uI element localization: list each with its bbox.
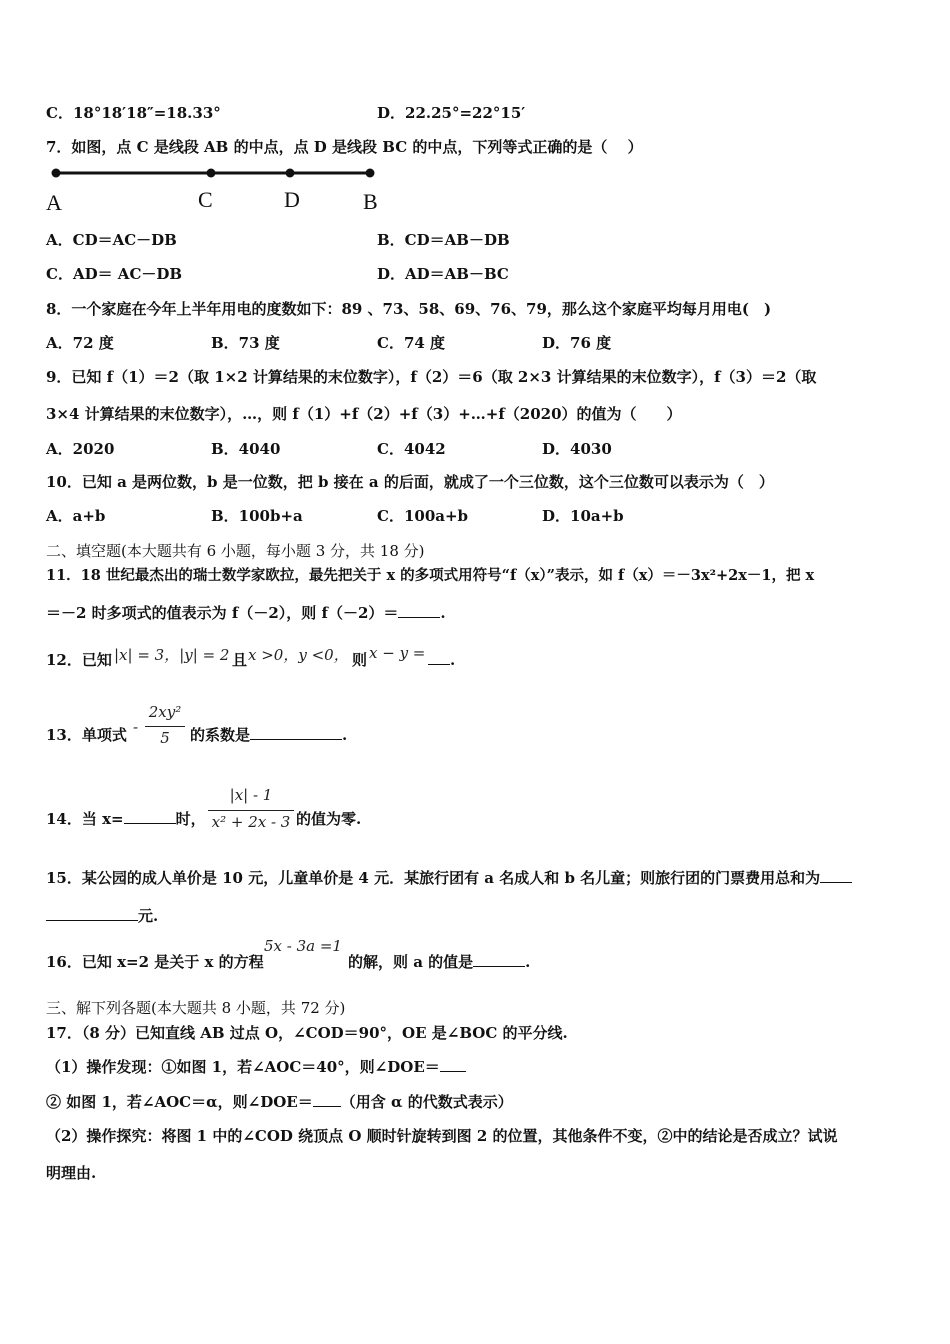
q14-denominator: x² + 2x - 3	[211, 813, 291, 831]
q15-answer-blank-part1[interactable]	[820, 868, 852, 883]
q10-stem: 10．已知 a 是两位数，b 是一位数，把 b 接在 a 的后面，就成了一个三位数，这个三位数可以表示为（ ）	[46, 473, 774, 491]
q12-and: 且	[232, 651, 248, 669]
q8-stem: 8．一个家庭在今年上半年用电的度数如下：89 、73、58、69、76、79，那么这个家庭平均每月用电( )	[46, 300, 772, 318]
q17-part2-text: ② 如图 1，若∠AOC＝α，则∠DOE＝	[46, 1093, 313, 1111]
q12-answer	[428, 650, 455, 670]
q13-denominator: 5	[160, 729, 170, 747]
q17-part2-tail: （用含 α 的代数式表示）	[340, 1093, 513, 1111]
section3-heading: 三、解下列各题(本大题共 8 小题，共 72 分)	[46, 999, 346, 1017]
q15-line1	[46, 868, 852, 888]
q17-stem: 17．（8 分）已知直线 AB 过点 O，∠COD＝90°，OE 是∠BOC 的平分线.	[46, 1024, 568, 1042]
q9-option-a: A．2020	[46, 440, 115, 458]
section2-heading: 二、填空题(本大题共有 6 小题，每小题 3 分，共 18 分)	[46, 542, 425, 560]
q17-part3: （2）操作探究：将图 1 中的∠COD 绕顶点 O 顺时针旋转到图 2 的位置，其他条件不变，②中的结论是否成立？试说	[46, 1127, 838, 1145]
q12-tail: .	[450, 651, 456, 669]
q12-expression: x − y =	[369, 644, 426, 662]
q9-option-d: D．4030	[542, 440, 612, 458]
q14-line	[46, 809, 206, 829]
q12-condition-abs: |x| = 3，|y| = 2	[114, 646, 230, 664]
q15-line2	[46, 906, 158, 926]
q17-part2	[46, 1092, 513, 1112]
q6-option-c: C．18°18′18″=18.33°	[46, 104, 221, 122]
label-c: C	[198, 187, 213, 212]
q15-text: 15．某公园的成人单价是 10 元，儿童单价是 4 元．某旅行团有 a 名成人和 b 名儿童；则旅行团的门票费用总和为	[46, 869, 821, 887]
q16-equation: 5x - 3a =1	[264, 937, 342, 955]
q12-prefix: 12．已知	[46, 651, 112, 669]
q12-condition-sign: x >0，y <0，	[248, 646, 349, 664]
q8-option-a: A．72 度	[46, 334, 114, 352]
q7-option-b: B．CD＝AB－DB	[377, 231, 510, 249]
q8-option-d: D．76 度	[542, 334, 612, 352]
q11-line1: 11．18 世纪最杰出的瑞士数学家欧拉，最先把关于 x 的多项式用符号“f（x）”表示，如 f（x）＝－3x²+2x－1，把 x	[46, 567, 815, 584]
q8-option-c: C．74 度	[377, 334, 446, 352]
label-d: D	[284, 187, 300, 212]
point-d	[286, 169, 295, 178]
q9-stem-line1: 9．已知 f（1）＝2（取 1×2 计算结果的末位数字），f（2）＝6（取 2×3 计算结果的末位数字），f（3）＝2（取	[46, 368, 817, 386]
q11-tail: .	[440, 604, 446, 622]
q12-answer-blank[interactable]	[428, 650, 450, 665]
q14-mid: 时，	[175, 810, 206, 828]
q16-rest	[348, 952, 530, 972]
q15-unit: 元.	[138, 907, 159, 925]
q11-line2	[46, 603, 446, 623]
q17-part1-text: （1）操作发现：①如图 1，若∠AOC＝40°，则∠DOE＝	[46, 1058, 440, 1076]
q13-tail: .	[342, 726, 348, 744]
q7-option-d: D．AD＝AB－BC	[377, 265, 509, 283]
q13-numerator: 2xy²	[148, 703, 182, 721]
q7-option-a: A．CD＝AC－DB	[46, 231, 177, 249]
q7-option-c: C．AD＝ AC－DB	[46, 265, 183, 283]
q11-answer-blank[interactable]	[398, 603, 440, 618]
q17-part1	[46, 1057, 466, 1077]
q15-answer-blank-part2[interactable]	[46, 906, 138, 921]
q8-option-b: B．73 度	[211, 334, 280, 352]
q13-fraction-bar	[145, 726, 185, 727]
q13-answer-blank[interactable]	[250, 725, 342, 740]
q14-answer-blank[interactable]	[124, 809, 176, 824]
q16-answer-blank[interactable]	[473, 952, 525, 967]
q10-option-c: C．100a+b	[377, 507, 469, 525]
q9-stem-line2: 3×4 计算结果的末位数字），…，则 f（1）+f（2）+f（3）+…+f（2020）的值为（ ）	[46, 405, 682, 423]
q6-option-d: D．22.25°=22°15′	[377, 104, 526, 122]
q9-option-c: C．4042	[377, 440, 446, 458]
q17-part2-blank[interactable]	[313, 1092, 341, 1107]
q13-post-text: 的系数是	[190, 726, 251, 744]
q13-minus-sign: -	[133, 718, 139, 736]
q14-fraction-bar	[208, 810, 294, 811]
q9-option-b: B．4040	[211, 440, 281, 458]
q13-prefix: 13．单项式	[46, 726, 127, 744]
q17-part1-blank[interactable]	[440, 1057, 466, 1072]
q13-coefficient	[190, 725, 347, 745]
point-a	[52, 169, 61, 178]
q14-post: 的值为零.	[296, 810, 362, 828]
q7-segment-figure	[40, 160, 390, 220]
q12-then: 则	[352, 651, 368, 669]
q10-option-b: B．100b+a	[211, 507, 303, 525]
q10-option-d: D．10a+b	[542, 507, 624, 525]
q16-tail: .	[525, 953, 531, 971]
q11-line2-text: ＝－2 时多项式的值表示为 f（－2），则 f（－2）＝	[46, 604, 399, 622]
q17-part3-cont: 明理由.	[46, 1164, 97, 1182]
label-b: B	[363, 189, 378, 214]
q16-post-text: 的解，则 a 的值是	[348, 953, 474, 971]
q7-stem: 7．如图，点 C 是线段 AB 的中点，点 D 是线段 BC 的中点，下列等式正确的是（ ）	[46, 138, 643, 156]
point-c	[207, 169, 216, 178]
point-b	[366, 169, 375, 178]
q14-prefix: 14．当 x=	[46, 810, 124, 828]
q14-numerator: |x| - 1	[229, 786, 273, 804]
q10-option-a: A．a+b	[46, 507, 106, 525]
q16-prefix: 16．已知 x=2 是关于 x 的方程	[46, 953, 264, 971]
label-a: A	[46, 190, 62, 215]
